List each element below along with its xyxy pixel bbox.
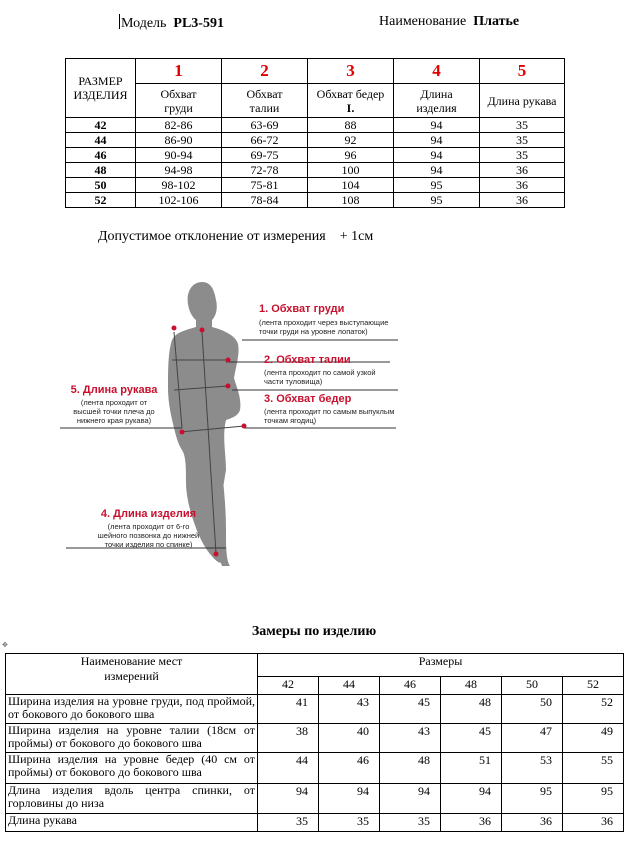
meas-value-cell: 94: [380, 784, 441, 814]
size-value-cell: 78-84: [222, 193, 308, 208]
size-value-cell: 63-69: [222, 118, 308, 133]
measurements-title: Замеры по изделию: [251, 624, 377, 639]
size-row: [66, 148, 565, 163]
meas-row: [6, 724, 624, 753]
size-value-cell: 66-72: [222, 133, 308, 148]
model-line: [119, 14, 224, 32]
size-value-cell: 36: [480, 193, 565, 208]
label-length: 4. Длина изделия (лента проходит от 6-го шейного позвонка до нижней точки изделия по спинке): [97, 508, 200, 549]
size-value-cell: 100: [308, 163, 394, 178]
meas-row: [6, 753, 624, 784]
meas-value-cell: 36: [441, 814, 502, 832]
meas-value-cell: 51: [441, 753, 502, 784]
meas-value-cell: 48: [441, 695, 502, 724]
table-anchor-icon: ✥: [2, 641, 8, 649]
meas-value-cell: 36: [563, 814, 624, 832]
meas-value-cell: 50: [502, 695, 563, 724]
size-value-cell: 82-86: [136, 118, 222, 133]
meas-value-cell: 35: [380, 814, 441, 832]
meas-size-header-cell: 48: [441, 677, 502, 695]
meas-value-cell: 52: [563, 695, 624, 724]
size-table: [65, 58, 565, 208]
meas-row-name: Ширина изделия на уровне бедер (40 см от проймы) от бокового до бокового шва: [6, 753, 258, 784]
meas-value-cell: 53: [502, 753, 563, 784]
size-cell: 42: [66, 118, 136, 133]
meas-value-cell: 43: [319, 695, 380, 724]
size-value-cell: 36: [480, 163, 565, 178]
col-label-4: Длина изделия: [394, 84, 480, 118]
meas-size-header-cell: 44: [319, 677, 380, 695]
size-value-cell: 36: [480, 178, 565, 193]
meas-row: [6, 814, 624, 832]
size-value-cell: 94-98: [136, 163, 222, 178]
size-cell: 50: [66, 178, 136, 193]
col-num-1: 1: [136, 59, 222, 84]
measurement-figure: [0, 260, 628, 580]
meas-value-cell: 36: [502, 814, 563, 832]
meas-value-cell: 94: [441, 784, 502, 814]
meas-row: [6, 695, 624, 724]
tolerance-text: Допустимое отклонение от измерения: [98, 229, 326, 244]
size-value-cell: 98-102: [136, 178, 222, 193]
meas-value-cell: 44: [258, 753, 319, 784]
meas-sizes-header: Размеры: [258, 654, 624, 677]
tolerance-value: + 1см: [339, 229, 374, 244]
name-value: Платье: [473, 14, 520, 29]
col-num-3: 3: [308, 59, 394, 84]
label-sleeve: 5. Длина рукава (лента проходит от высшей точки плеча до нижнего края рукава): [70, 384, 158, 425]
size-value-cell: 94: [394, 148, 480, 163]
meas-value-cell: 35: [258, 814, 319, 832]
label-chest: 1. Обхват груди (лента проходит через выступающие точки груди на уровне лопаток): [259, 303, 389, 336]
size-value-cell: 72-78: [222, 163, 308, 178]
size-value-cell: 75-81: [222, 178, 308, 193]
size-value-cell: 96: [308, 148, 394, 163]
size-value-cell: 94: [394, 118, 480, 133]
size-value-cell: 86-90: [136, 133, 222, 148]
size-header: РАЗМЕР ИЗДЕЛИЯ: [66, 59, 136, 118]
meas-value-cell: 94: [258, 784, 319, 814]
size-row: [66, 178, 565, 193]
meas-size-header-cell: 42: [258, 677, 319, 695]
col-label-3: Обхват бедер I.: [308, 84, 394, 118]
size-cell: 52: [66, 193, 136, 208]
size-value-cell: 94: [394, 133, 480, 148]
name-label: Наименование: [379, 14, 467, 29]
size-row: [66, 193, 565, 208]
meas-value-cell: 43: [380, 724, 441, 753]
meas-row-name: Ширина изделия на уровне талии (18см от проймы) от бокового до бокового шва: [6, 724, 258, 753]
meas-value-cell: 45: [441, 724, 502, 753]
size-value-cell: 35: [480, 133, 565, 148]
size-value-cell: 35: [480, 148, 565, 163]
col-label-1: Обхват груди: [136, 84, 222, 118]
label-hips: 3. Обхват бедер (лента проходит по самым выпуклым точкам ягодиц): [264, 393, 395, 425]
meas-size-header-cell: 52: [563, 677, 624, 695]
size-row: [66, 118, 565, 133]
col-label-5: Длина рукава: [480, 84, 565, 118]
label-waist: 2. Обхват талии (лента проходит по самой узкой части туловища): [264, 354, 376, 386]
model-value: PL3-591: [173, 16, 224, 31]
size-row: [66, 163, 565, 178]
col-num-4: 4: [394, 59, 480, 84]
meas-size-header-cell: 50: [502, 677, 563, 695]
name-line: [379, 14, 519, 30]
col-label-3-suffix: I.: [346, 100, 355, 115]
meas-value-cell: 40: [319, 724, 380, 753]
meas-name-header: Наименование мест измерений: [6, 654, 258, 695]
meas-size-header-cell: 46: [380, 677, 441, 695]
col-label-2: Обхват талии: [222, 84, 308, 118]
size-value-cell: 102-106: [136, 193, 222, 208]
meas-value-cell: 49: [563, 724, 624, 753]
text-cursor: [119, 14, 120, 29]
size-value-cell: 104: [308, 178, 394, 193]
meas-row-name: Длина изделия вдоль центра спинки, от горловины до низа: [6, 784, 258, 814]
meas-value-cell: 55: [563, 753, 624, 784]
size-value-cell: 35: [480, 118, 565, 133]
size-row: [66, 133, 565, 148]
meas-value-cell: 46: [319, 753, 380, 784]
meas-value-cell: 45: [380, 695, 441, 724]
meas-value-cell: 35: [319, 814, 380, 832]
meas-value-cell: 41: [258, 695, 319, 724]
size-value-cell: 95: [394, 178, 480, 193]
meas-row: [6, 784, 624, 814]
meas-row-name: Ширина изделия на уровне груди, под проймой, от бокового до бокового шва: [6, 695, 258, 724]
meas-row-name: Длина рукава: [6, 814, 258, 832]
model-label: Модель: [121, 16, 167, 31]
size-value-cell: 90-94: [136, 148, 222, 163]
size-cell: 44: [66, 133, 136, 148]
size-value-cell: 88: [308, 118, 394, 133]
meas-value-cell: 48: [380, 753, 441, 784]
meas-value-cell: 95: [563, 784, 624, 814]
size-value-cell: 94: [394, 163, 480, 178]
meas-value-cell: 47: [502, 724, 563, 753]
size-value-cell: 92: [308, 133, 394, 148]
tolerance-line: [98, 229, 373, 245]
size-value-cell: 95: [394, 193, 480, 208]
meas-value-cell: 95: [502, 784, 563, 814]
size-value-cell: 108: [308, 193, 394, 208]
col-num-5: 5: [480, 59, 565, 84]
size-value-cell: 69-75: [222, 148, 308, 163]
size-cell: 48: [66, 163, 136, 178]
size-cell: 46: [66, 148, 136, 163]
meas-value-cell: 38: [258, 724, 319, 753]
col-num-2: 2: [222, 59, 308, 84]
measurements-table: [5, 653, 624, 832]
meas-value-cell: 94: [319, 784, 380, 814]
